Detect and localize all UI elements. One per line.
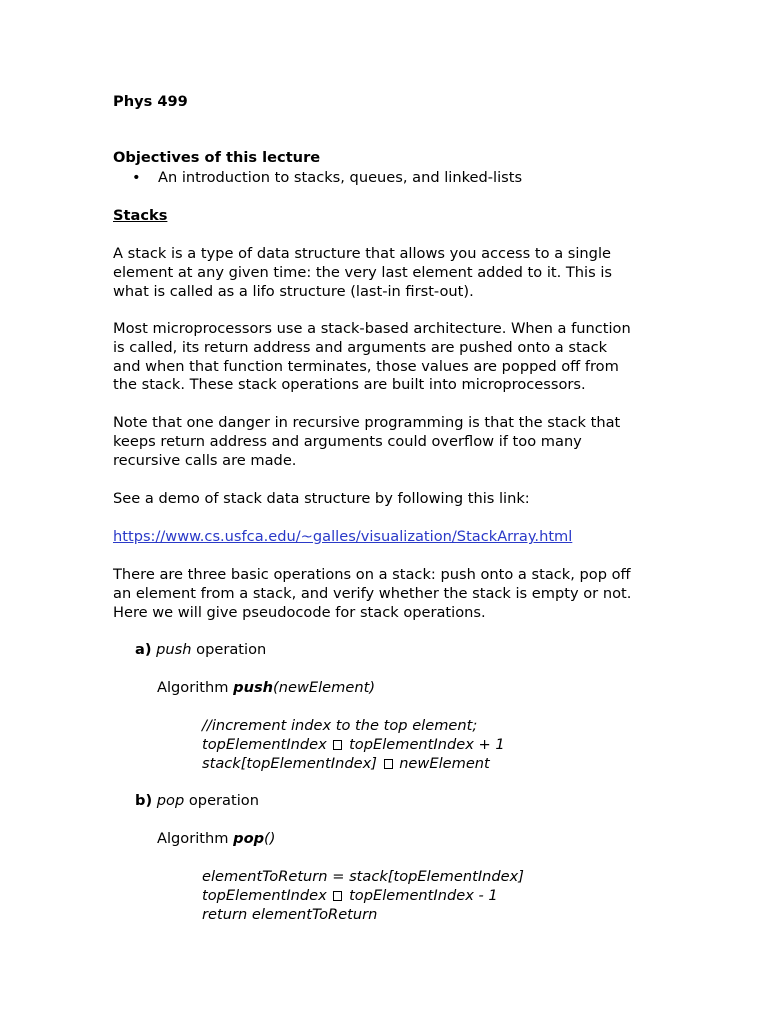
push-operation-heading [135,641,266,660]
push-marker: a) [135,641,152,658]
paragraph-line: element at any given time: the very last element added to it. This is [113,263,613,281]
pop-operation-heading [135,792,259,811]
paragraph-line: A stack is a type of data structure that allows you access to a single [113,245,611,262]
paragraph-3 [113,414,620,470]
paragraph-line: Here we will give pseudocode for stack operations. [113,603,486,621]
paragraph-line: is called, its return address and arguments are pushed onto a stack [113,338,608,356]
objectives-bullet [132,169,522,188]
code-right: topElementIndex - 1 [349,887,498,904]
paragraph-line: recursive calls are made. [113,451,297,469]
push-algorithm-args: (newElement) [273,679,376,696]
pop-code-line-3: return elementToReturn [202,906,378,923]
paragraph-line: Note that one danger in recursive programming is that the stack that [113,414,621,431]
push-name: push [156,641,192,658]
paragraph-line: keeps return address and arguments could overflow if too many [113,432,582,450]
paragraph-line: and when that function terminates, those values are popped off from [113,357,619,375]
pop-name: pop [156,792,185,809]
arrow-placeholder-icon [333,891,342,901]
push-code-line-2 [202,736,505,755]
arrow-placeholder-icon [333,740,342,750]
code-left: topElementIndex [202,736,327,753]
objectives-bullet-text: An introduction to stacks, queues, and linked-lists [158,169,523,186]
pop-algorithm-line [157,830,275,849]
algorithm-prefix: Algorithm [157,679,234,696]
demo-link-wrapper [113,528,572,547]
paragraph-line: There are three basic operations on a stack: push onto a stack, pop off [113,566,631,583]
pop-code-line-2 [202,887,498,906]
code-left: stack[topElementIndex] [202,755,377,772]
push-code-line-1: //increment index to the top element; [202,717,478,734]
pop-suffix: operation [184,792,259,809]
push-algorithm-line [157,679,375,698]
operations-intro [113,566,631,622]
pop-marker: b) [135,792,153,809]
paragraph-4: See a demo of stack data structure by following this link: [113,490,530,507]
objectives-heading: Objectives of this lecture [113,149,321,166]
code-right: topElementIndex + 1 [349,736,505,753]
code-right: newElement [399,755,490,772]
push-suffix: operation [191,641,267,658]
paragraph-line: what is called as a lifo structure (last-in first-out). [113,282,474,300]
push-algorithm-name: push [233,679,274,696]
pop-code-line-1: elementToReturn = stack[topElementIndex] [202,868,524,885]
demo-link[interactable]: https://www.cs.usfca.edu/~galles/visualization/StackArray.html [113,528,573,545]
course-title: Phys 499 [113,93,188,110]
algorithm-prefix: Algorithm [157,830,234,847]
pop-algorithm-args: () [264,830,276,847]
section-title: Stacks [113,207,168,224]
pop-algorithm-name: pop [233,830,265,847]
paragraph-2 [113,320,631,395]
arrow-placeholder-icon [384,759,393,769]
paragraph-1 [113,245,612,301]
paragraph-line: the stack. These stack operations are built into microprocessors. [113,376,586,394]
push-code-line-3 [202,755,490,774]
bullet-icon: • [132,169,141,186]
code-left: topElementIndex [202,887,327,904]
paragraph-line: an element from a stack, and verify whether the stack is empty or not. [113,584,632,602]
paragraph-line: Most microprocessors use a stack-based architecture. When a function [113,320,631,337]
